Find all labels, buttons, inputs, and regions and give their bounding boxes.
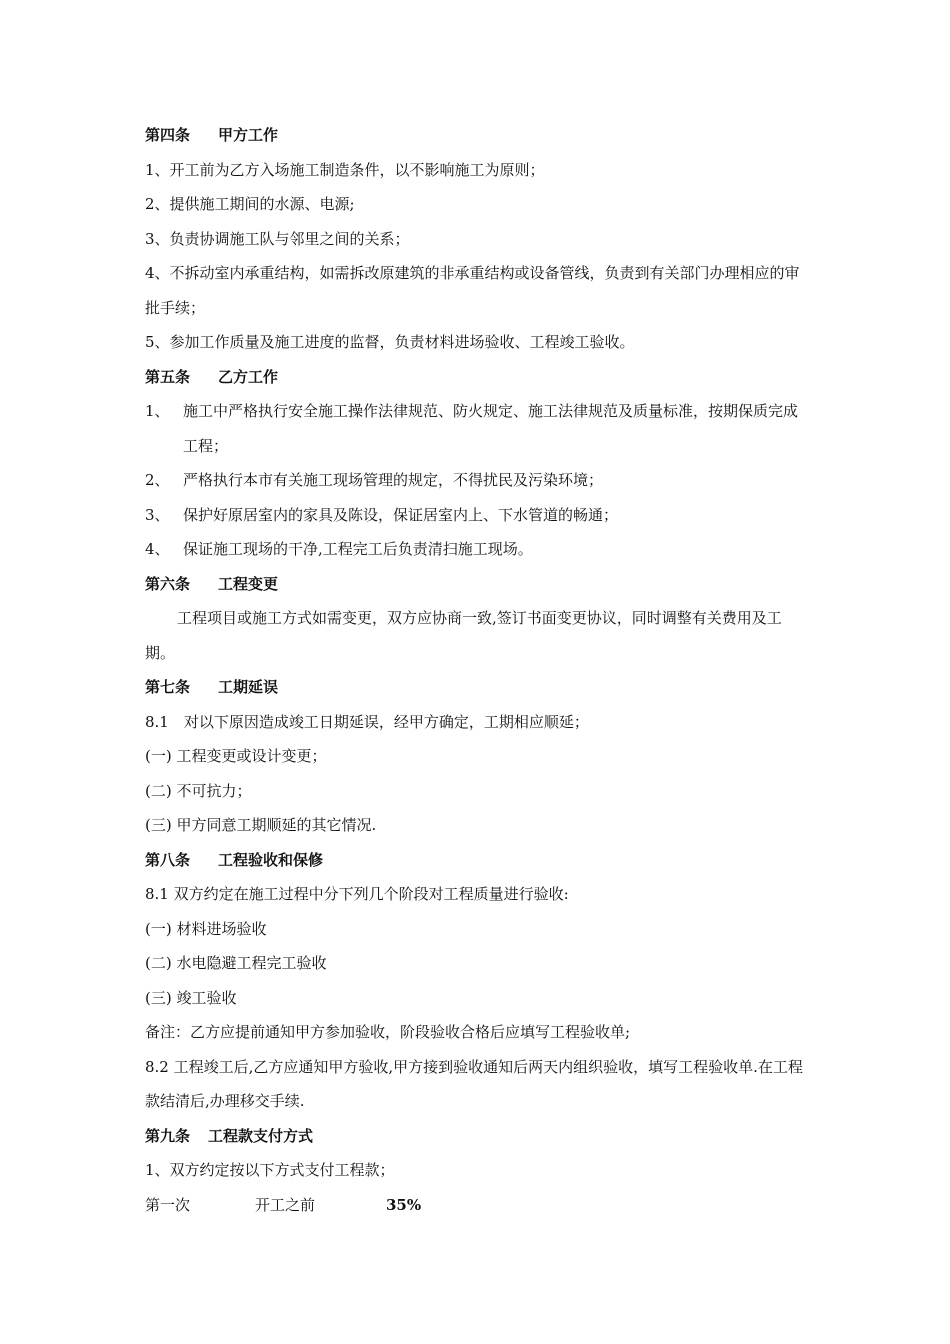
article-8-item-5: 8.2 工程竣工后,乙方应通知甲方验收,甲方接到验收通知后两天内组织验收，填写工程验收单.在工程款结清后,办理移交手续. [145, 1057, 803, 1110]
article-4-heading [145, 118, 810, 153]
payment-row [145, 1188, 810, 1223]
article-5-item-1-text: 施工中严格执行安全施工操作法律规范、防火规定、施工法律规范及质量标准，按期保质完成工程； [183, 402, 799, 455]
article-7-item-4: (三) 甲方同意工期顺延的其它情况. [145, 816, 377, 834]
article-7-title: 工期延误 [218, 678, 279, 696]
article-4-item-1: 1、开工前为乙方入场施工制造条件，以不影响施工为原则； [145, 160, 545, 179]
article-6-number: 第六条 [145, 574, 191, 593]
article-8-item-3: (二) 水电隐避工程完工验收 [145, 954, 327, 972]
article-5-heading [145, 360, 810, 395]
article-5-item-4 [145, 532, 810, 567]
article-9-title: 工程款支付方式 [208, 1126, 314, 1145]
article-5-item-4-text: 保证施工现场的干净,工程完工后负责清扫施工现场。 [183, 540, 533, 558]
article-5-item-3 [145, 498, 810, 533]
article-8-title: 工程验收和保修 [218, 850, 324, 869]
article-8-heading [145, 843, 810, 878]
article-5-item-4-number: 4、 [145, 540, 170, 558]
article-8-item-1: 8.1 双方约定在施工过程中分下列几个阶段对工程质量进行验收: [145, 885, 569, 903]
article-5-item-2-number: 2、 [145, 471, 170, 489]
article-5-item-3-text: 保护好原居室内的家具及陈设，保证居室内上、下水管道的畅通； [183, 505, 619, 524]
article-6-heading [145, 567, 810, 602]
payment-percent: 35% [386, 1195, 422, 1214]
article-7-item-2: (一) 工程变更或设计变更； [145, 747, 327, 765]
article-8-item-4: (三) 竣工验收 [145, 988, 237, 1007]
article-9-number: 第九条 [145, 1126, 191, 1145]
article-7-item-3: (二) 不可抗力； [145, 781, 252, 800]
article-7-heading [145, 670, 810, 705]
article-5-title: 乙方工作 [218, 367, 279, 386]
article-5-number: 第五条 [145, 367, 191, 386]
payment-when: 开工之前 [255, 1195, 316, 1214]
article-4-item-3: 3、负责协调施工队与邻里之间的关系； [145, 229, 410, 248]
article-4-item-4: 4、不拆动室内承重结构，如需拆改原建筑的非承重结构或设备管线，负责到有关部门办理相应的审批手续； [145, 264, 800, 317]
article-6-title: 工程变更 [218, 574, 279, 593]
payment-stage: 第一次 [145, 1195, 191, 1214]
article-4-item-5: 5、参加工作质量及施工进度的监督，负责材料进场验收、工程竣工验收。 [145, 333, 635, 351]
article-8-number: 第八条 [145, 850, 191, 869]
article-4-number: 第四条 [145, 126, 191, 144]
article-6-paragraph: 工程项目或施工方式如需变更，双方应协商一致,签订书面变更协议，同时调整有关费用及工期。 [145, 609, 782, 662]
article-5-item-1-number: 1、 [145, 402, 170, 420]
article-9-intro: 1、双方约定按以下方式支付工程款； [145, 1161, 395, 1179]
article-7-item-1: 8.1 对以下原因造成竣工日期延误，经甲方确定，工期相应顺延； [145, 712, 589, 731]
article-5-item-3-number: 3、 [145, 505, 170, 524]
article-5-item-2-text: 严格执行本市有关施工现场管理的规定，不得扰民及污染环境； [183, 471, 604, 489]
article-7-number: 第七条 [145, 678, 191, 696]
article-4-title: 甲方工作 [218, 126, 279, 144]
article-4-item-2: 2、提供施工期间的水源、电源; [145, 195, 355, 213]
document-page [145, 118, 810, 1222]
article-8-note: 备注：乙方应提前通知甲方参加验收，阶段验收合格后应填写工程验收单; [145, 1023, 631, 1041]
article-5-item-1 [145, 394, 810, 463]
article-5-item-2 [145, 463, 810, 498]
article-8-item-2: (一) 材料进场验收 [145, 919, 267, 938]
article-9-heading [145, 1119, 810, 1154]
